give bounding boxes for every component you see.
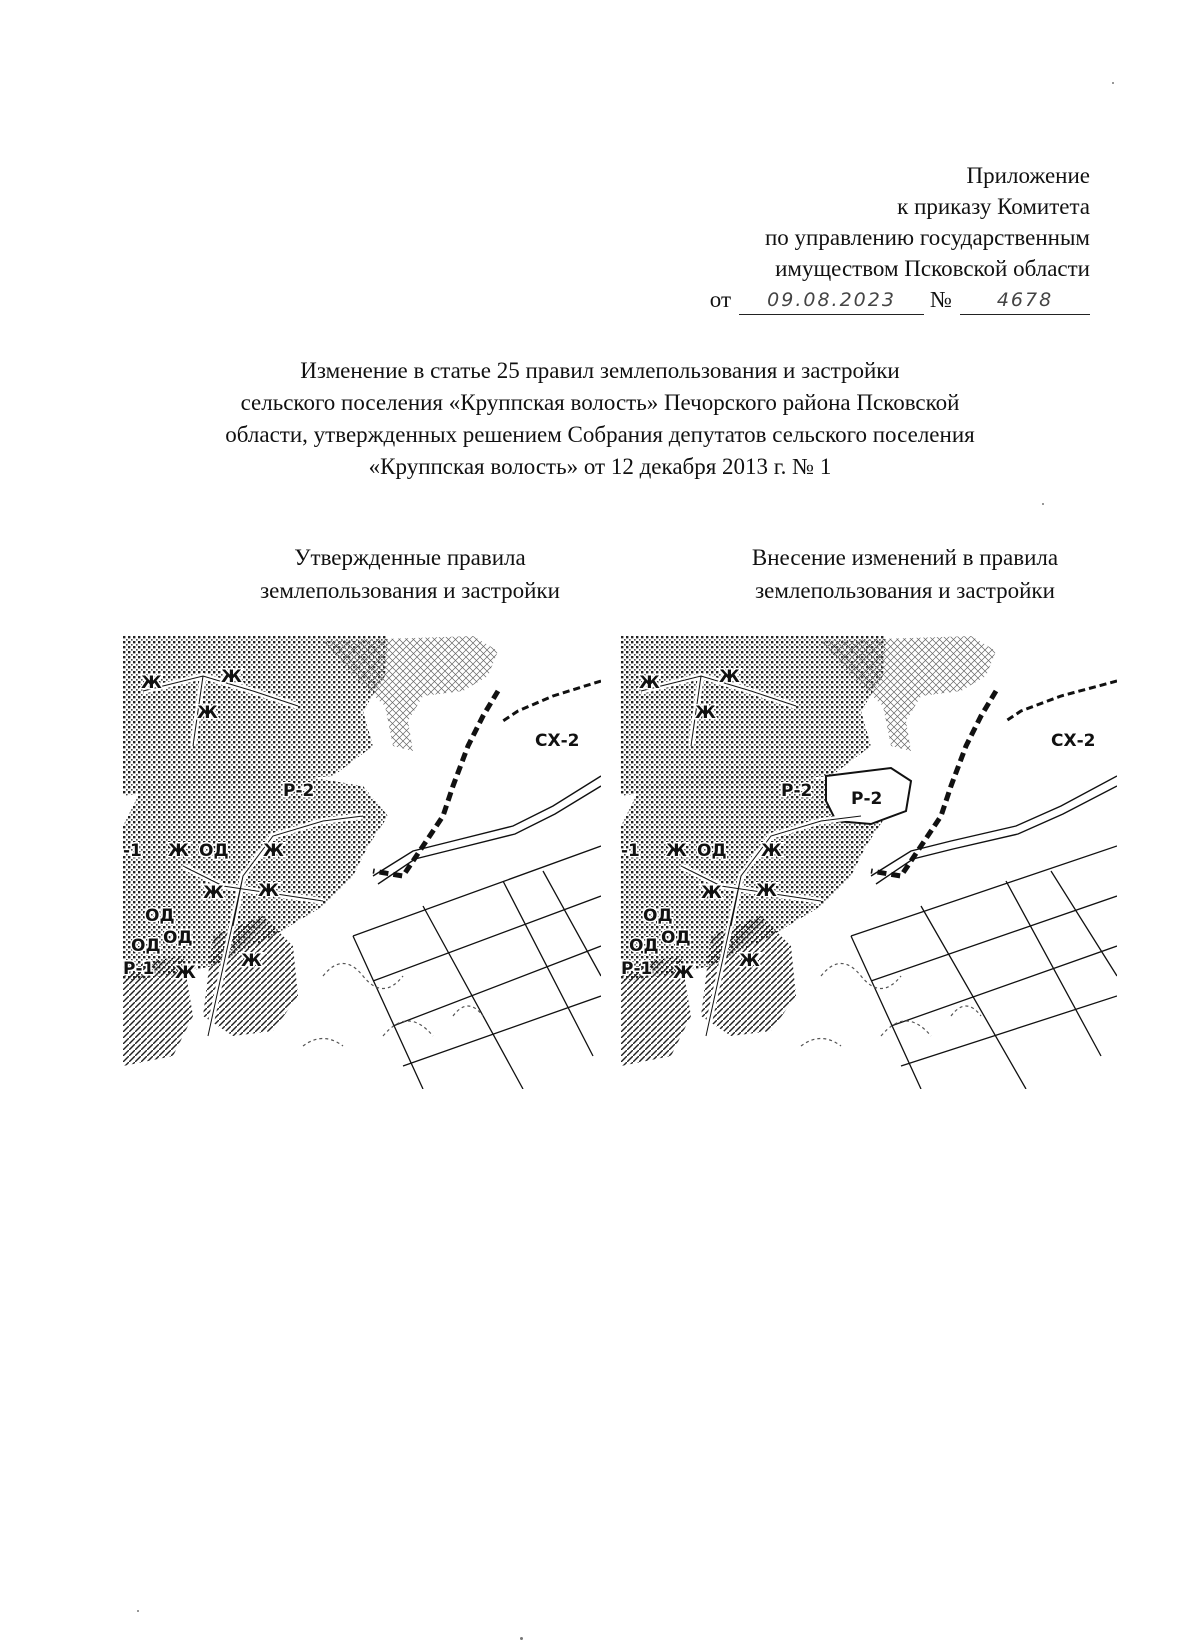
right-column-heading bbox=[695, 541, 1115, 607]
zone-label-zh: Ж bbox=[761, 841, 782, 861]
zone-label-r2: Р-2 bbox=[781, 781, 813, 801]
zone-label-od: ОД bbox=[643, 906, 673, 926]
order-date-handwritten: 09.08.2023 bbox=[739, 288, 924, 315]
zone-label-r1: Р-1 bbox=[621, 959, 653, 979]
zone-label-zh: Ж bbox=[175, 963, 196, 983]
appendix-header bbox=[670, 160, 1090, 315]
document-title bbox=[120, 355, 1080, 483]
from-label: от bbox=[709, 287, 732, 312]
title-line-3: области, утвержденных решением Собрания депутатов сельского поселения bbox=[225, 422, 975, 447]
zone-label-zh: Ж bbox=[263, 841, 284, 861]
zone-label-sx2: СХ-2 bbox=[535, 731, 580, 751]
zone-label-zh: Ж bbox=[168, 841, 189, 861]
zone-label-r1: Р-1 bbox=[123, 959, 155, 979]
zone-label-zh: Ж bbox=[739, 951, 760, 971]
zone-label-od: ОД bbox=[661, 928, 691, 948]
zone-label-od: ОД bbox=[697, 841, 727, 861]
zone-label-od: ОД bbox=[199, 841, 229, 861]
left-heading-line-2: землепользования и застройки bbox=[260, 578, 560, 603]
zone-label-zh: Ж bbox=[719, 667, 740, 687]
zone-label-od: ОД bbox=[131, 936, 161, 956]
title-line-2: сельского поселения «Круппская волость» Печорского района Псковской bbox=[240, 390, 960, 415]
zone-label-zh: Ж bbox=[241, 951, 262, 971]
scan-speck bbox=[137, 1610, 139, 1612]
zone-label-zh: Ж bbox=[639, 673, 660, 693]
order-number-handwritten: 4678 bbox=[960, 288, 1090, 315]
amended-zoning-map bbox=[621, 636, 1117, 1089]
zone-label-zh: Ж bbox=[695, 703, 716, 723]
approved-map-drawing bbox=[123, 636, 601, 1089]
title-line-1: Изменение в статье 25 правил землепользования и застройки bbox=[300, 358, 900, 383]
right-heading-line-1: Внесение изменений в правила bbox=[751, 545, 1059, 570]
zone-label-zh: Ж bbox=[258, 881, 279, 901]
title-line-4: «Круппская волость» от 12 декабря 2013 г. № 1 bbox=[368, 454, 832, 479]
scan-speck bbox=[1112, 82, 1114, 84]
right-heading-line-2: землепользования и застройки bbox=[755, 578, 1055, 603]
zone-label-zh: Ж bbox=[141, 673, 162, 693]
zone-label-od: ОД bbox=[163, 928, 193, 948]
zone-label-zh: Ж bbox=[221, 667, 242, 687]
number-sign: № bbox=[930, 287, 952, 312]
appendix-line-4: имуществом Псковской области bbox=[775, 256, 1090, 281]
left-heading-line-1: Утвержденные правила bbox=[294, 545, 526, 570]
zone-label-zh: Ж bbox=[756, 881, 777, 901]
zone-label-minus1: -1 bbox=[123, 841, 142, 861]
zone-label-od: ОД bbox=[629, 936, 659, 956]
left-column-heading bbox=[200, 541, 620, 607]
scan-speck bbox=[520, 1637, 523, 1640]
appendix-line-3: по управлению государственным bbox=[765, 225, 1090, 250]
zone-label-od: ОД bbox=[145, 906, 175, 926]
zone-label-r2: Р-2 bbox=[283, 781, 315, 801]
approved-zoning-map bbox=[123, 636, 601, 1089]
appendix-line-1: Приложение bbox=[966, 163, 1090, 188]
zone-label-zh: Ж bbox=[701, 883, 722, 903]
zone-label-r2-new: Р-2 bbox=[851, 789, 883, 809]
zone-label-minus1: -1 bbox=[621, 841, 640, 861]
appendix-line-2: к приказу Комитета bbox=[897, 194, 1090, 219]
zone-label-zh: Ж bbox=[197, 703, 218, 723]
zone-label-sx2: СХ-2 bbox=[1051, 731, 1096, 751]
zone-label-zh: Ж bbox=[673, 963, 694, 983]
scan-speck bbox=[1042, 503, 1044, 505]
amended-map-drawing bbox=[621, 636, 1117, 1089]
zone-label-zh: Ж bbox=[203, 883, 224, 903]
zone-label-zh: Ж bbox=[666, 841, 687, 861]
order-date-number-line bbox=[710, 284, 1090, 315]
